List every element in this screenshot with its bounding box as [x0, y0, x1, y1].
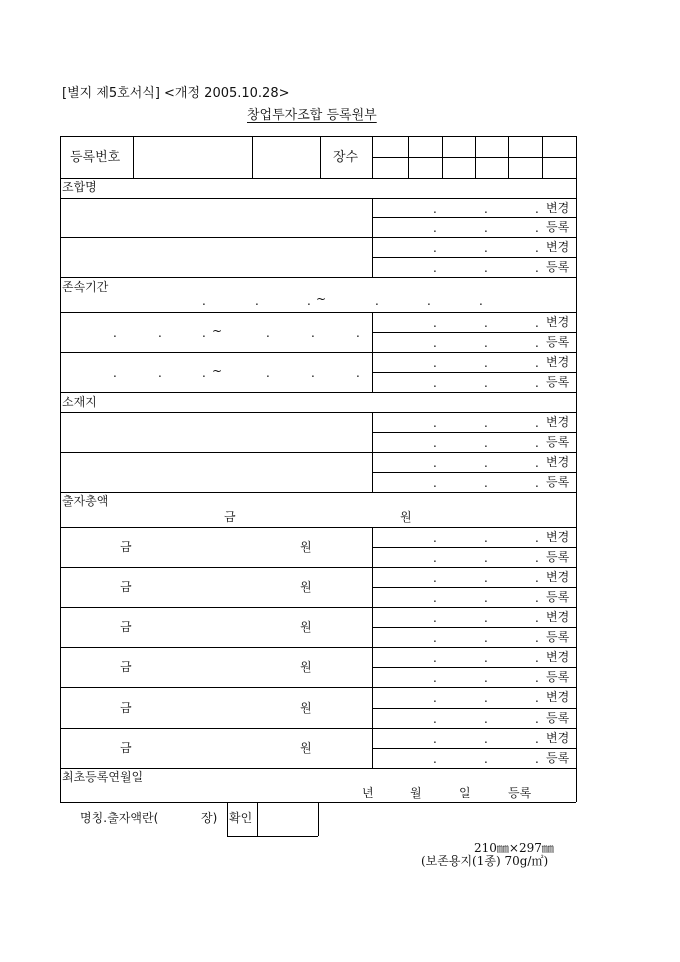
- register-label: 등록: [546, 375, 570, 389]
- sheet-count-label: 장수: [333, 150, 359, 165]
- date-dot: .: [433, 221, 437, 235]
- nominee-label: 명칭․출자액란(: [80, 811, 159, 825]
- date-dot: .: [484, 316, 488, 330]
- register-label: 등록: [546, 335, 570, 349]
- row-won: 원: [300, 741, 312, 755]
- duration-row-dot: .: [311, 326, 315, 340]
- date-dot: .: [484, 752, 488, 766]
- date-dot: .: [433, 436, 437, 450]
- date-dot: .: [484, 221, 488, 235]
- date-dot: .: [484, 476, 488, 490]
- date-dot: .: [484, 376, 488, 390]
- row-gum: 금: [120, 701, 132, 715]
- date-dot: .: [535, 712, 539, 726]
- change-label: 변경: [546, 530, 570, 544]
- register-label: 등록: [546, 475, 570, 489]
- confirm-label: 확인: [229, 811, 253, 825]
- date-dot: .: [535, 356, 539, 370]
- date-dot: .: [433, 456, 437, 470]
- date-dot: .: [535, 376, 539, 390]
- register-label: 등록: [546, 550, 570, 564]
- duration-row-dot: .: [158, 326, 162, 340]
- register-label: 등록: [546, 751, 570, 765]
- reg-label: 등록: [508, 786, 532, 800]
- date-dot: .: [535, 631, 539, 645]
- row-gum: 금: [120, 620, 132, 634]
- date-dot: .: [535, 531, 539, 545]
- duration-row-tilde: ~: [212, 324, 223, 338]
- duration-date-dot: .: [307, 294, 311, 308]
- duration-row-dot: .: [356, 326, 360, 340]
- month-label: 월: [410, 786, 422, 800]
- capital-won: 원: [400, 510, 412, 524]
- duration-row-dot: .: [202, 366, 206, 380]
- first-reg-label: 최초등록연월일: [62, 770, 144, 784]
- change-label: 변경: [546, 455, 570, 469]
- duration-date-dot: .: [479, 294, 483, 308]
- register-label: 등록: [546, 220, 570, 234]
- date-dot: .: [433, 336, 437, 350]
- date-dot: .: [433, 551, 437, 565]
- duration-date-dot: .: [255, 294, 259, 308]
- date-dot: .: [433, 651, 437, 665]
- change-label: 변경: [546, 201, 570, 215]
- row-won: 원: [300, 660, 312, 674]
- date-dot: .: [484, 436, 488, 450]
- date-dot: .: [535, 456, 539, 470]
- date-dot: .: [535, 202, 539, 216]
- date-dot: .: [433, 611, 437, 625]
- date-dot: .: [433, 671, 437, 685]
- date-dot: .: [433, 316, 437, 330]
- date-dot: .: [433, 261, 437, 275]
- change-label: 변경: [546, 240, 570, 254]
- date-dot: .: [484, 416, 488, 430]
- date-dot: .: [433, 476, 437, 490]
- date-dot: .: [484, 456, 488, 470]
- capital-gum: 금: [224, 510, 236, 524]
- register-label: 등록: [546, 435, 570, 449]
- change-label: 변경: [546, 690, 570, 704]
- date-dot: .: [484, 571, 488, 585]
- change-label: 변경: [546, 355, 570, 369]
- register-label: 등록: [546, 630, 570, 644]
- duration-row-tilde: ~: [212, 364, 223, 378]
- duration-row-dot: .: [158, 366, 162, 380]
- date-dot: .: [433, 376, 437, 390]
- change-label: 변경: [546, 415, 570, 429]
- date-dot: .: [484, 631, 488, 645]
- row-won: 원: [300, 580, 312, 594]
- date-dot: .: [484, 261, 488, 275]
- date-dot: .: [433, 752, 437, 766]
- register-label: 등록: [546, 590, 570, 604]
- date-dot: .: [484, 336, 488, 350]
- duration-row-dot: .: [356, 366, 360, 380]
- capital-label: 출자총액: [62, 494, 109, 508]
- row-gum: 금: [120, 580, 132, 594]
- row-gum: 금: [120, 741, 132, 755]
- date-dot: .: [433, 416, 437, 430]
- duration-row-dot: .: [311, 366, 315, 380]
- date-dot: .: [484, 651, 488, 665]
- row-gum: 금: [120, 660, 132, 674]
- duration-date-dot: .: [202, 294, 206, 308]
- duration-date-dot: .: [375, 294, 379, 308]
- nominee-unit: 장): [201, 811, 218, 825]
- year-label: 년: [362, 786, 374, 800]
- date-dot: .: [535, 651, 539, 665]
- date-dot: .: [433, 591, 437, 605]
- date-dot: .: [433, 356, 437, 370]
- paper-size: 210㎜×297㎜: [474, 841, 554, 855]
- date-dot: .: [433, 241, 437, 255]
- duration-date-dot: .: [427, 294, 431, 308]
- duration-row-dot: .: [266, 366, 270, 380]
- row-gum: 금: [120, 540, 132, 554]
- date-dot: .: [535, 476, 539, 490]
- date-dot: .: [535, 241, 539, 255]
- duration-tilde: ~: [316, 292, 327, 306]
- duration-row-dot: .: [202, 326, 206, 340]
- change-label: 변경: [546, 315, 570, 329]
- form-reference: [별지 제5호서식] <개정 2005.10.28>: [62, 86, 290, 101]
- date-dot: .: [484, 202, 488, 216]
- date-dot: .: [484, 241, 488, 255]
- date-dot: .: [535, 436, 539, 450]
- duration-row-dot: .: [113, 366, 117, 380]
- change-label: 변경: [546, 650, 570, 664]
- date-dot: .: [535, 551, 539, 565]
- register-label: 등록: [546, 711, 570, 725]
- date-dot: .: [535, 416, 539, 430]
- union-name-label: 조합명: [62, 180, 97, 194]
- date-dot: .: [433, 531, 437, 545]
- location-label: 소재지: [62, 395, 97, 409]
- register-label: 등록: [546, 670, 570, 684]
- duration-row-dot: .: [266, 326, 270, 340]
- date-dot: .: [535, 591, 539, 605]
- change-label: 변경: [546, 570, 570, 584]
- date-dot: .: [484, 671, 488, 685]
- date-dot: .: [433, 712, 437, 726]
- date-dot: .: [433, 202, 437, 216]
- date-dot: .: [484, 591, 488, 605]
- row-won: 원: [300, 620, 312, 634]
- date-dot: .: [484, 531, 488, 545]
- date-dot: .: [433, 571, 437, 585]
- paper-spec: (보존용지(1종) 70g/㎡): [421, 854, 549, 868]
- date-dot: .: [535, 691, 539, 705]
- date-dot: .: [535, 261, 539, 275]
- date-dot: .: [535, 671, 539, 685]
- date-dot: .: [484, 712, 488, 726]
- date-dot: .: [433, 732, 437, 746]
- date-dot: .: [535, 752, 539, 766]
- date-dot: .: [484, 356, 488, 370]
- duration-row-dot: .: [113, 326, 117, 340]
- register-label: 등록: [546, 260, 570, 274]
- row-won: 원: [300, 540, 312, 554]
- reg-number-label: 등록번호: [70, 150, 121, 165]
- date-dot: .: [484, 732, 488, 746]
- date-dot: .: [484, 611, 488, 625]
- date-dot: .: [433, 691, 437, 705]
- duration-label: 존속기간: [62, 280, 109, 294]
- date-dot: .: [484, 551, 488, 565]
- date-dot: .: [484, 691, 488, 705]
- date-dot: .: [535, 221, 539, 235]
- day-label: 일: [459, 786, 471, 800]
- date-dot: .: [535, 611, 539, 625]
- date-dot: .: [535, 336, 539, 350]
- page-title: 창업투자조합 등록원부: [247, 108, 377, 123]
- change-label: 변경: [546, 610, 570, 624]
- date-dot: .: [535, 316, 539, 330]
- change-label: 변경: [546, 731, 570, 745]
- row-won: 원: [300, 701, 312, 715]
- date-dot: .: [535, 732, 539, 746]
- date-dot: .: [535, 571, 539, 585]
- date-dot: .: [433, 631, 437, 645]
